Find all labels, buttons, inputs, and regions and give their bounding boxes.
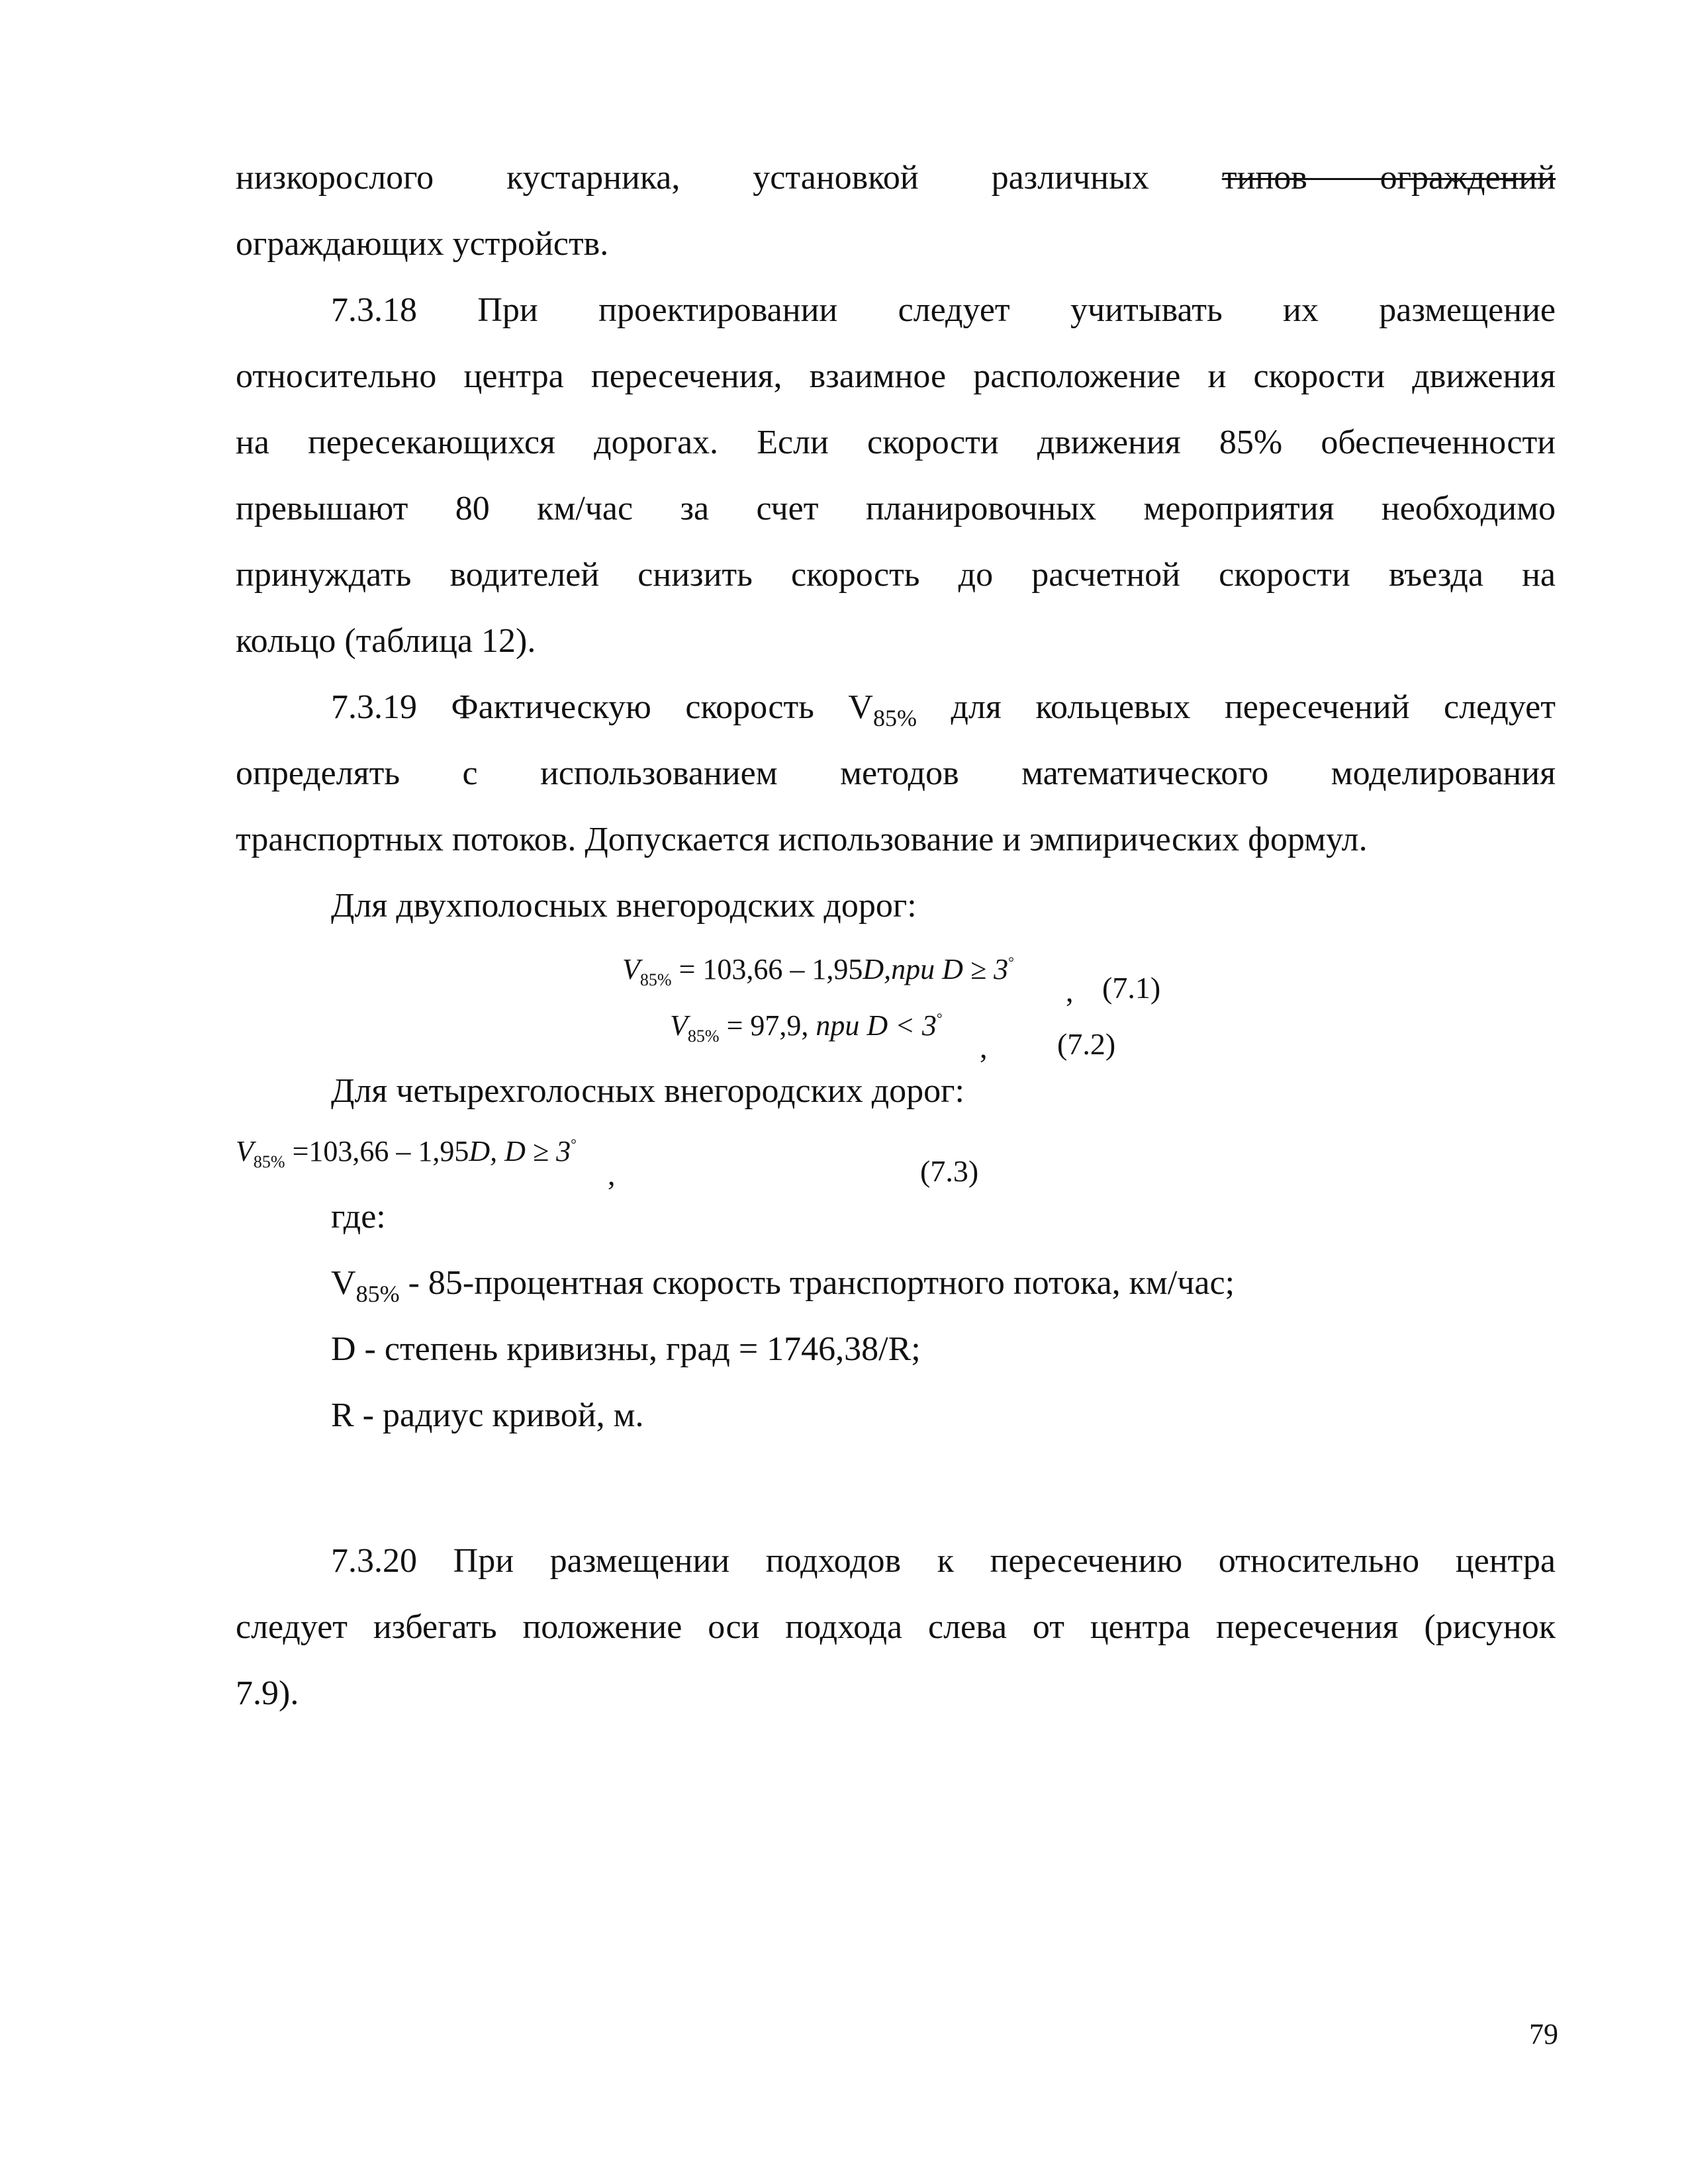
formula-sub: 85% [687,1026,720,1046]
intro-word: низкорослого [236,159,434,197]
intro-line-1 [236,161,1556,195]
struck-text: типов ограждений [1221,159,1556,197]
formula-7-2 [670,1011,943,1045]
subscript: 85% [872,705,917,731]
p20-line: 7.3.20 При размещении подходов к пересечению относительно центра [331,1542,1556,1580]
formula-7-1 [622,955,1014,989]
two-lane-heading: Для двухполосных внегородских дорог: [331,887,917,925]
p20-line: следует избегать положение оси подхода слева от центра пересечения (рисунок [236,1608,1556,1646]
formula-cond: , D ≥ 3 [490,1135,571,1167]
intro-line-2: ограждающих устройств. [236,225,609,263]
degree: ° [571,1136,577,1152]
p18-line: относительно центра пересечения, взаимное расположение и скорости движения [236,357,1556,395]
formula-var: V [622,953,640,985]
p18-line: кольцо (таблица 12). [236,622,536,660]
formula-comma: , [980,1030,988,1064]
formula-var: V [670,1009,688,1042]
def-v85 [331,1266,1235,1306]
p19-line-1 [331,690,1556,730]
def-symbol: V [331,1264,356,1302]
page-number: 79 [1529,2018,1558,2050]
p18-line: на пересекающихся дорогах. Если скорости движения 85% обеспеченности [236,424,1556,461]
formula-body: = 97,9, [719,1009,816,1042]
p18-line: превышают 80 км/час за счет планировочных мероприятия необходимо [236,490,1556,527]
formula-sub: 85% [639,970,672,989]
intro-word: установкой [753,159,919,197]
intro-word: различных [991,159,1149,197]
formula-7-3 [236,1137,577,1171]
formula-cond: ,при D ≥ 3 [884,953,1009,985]
formula-var: D [863,953,884,985]
formula-comma: , [1066,974,1074,1008]
equation-number: (7.2) [1057,1027,1116,1061]
degree: ° [936,1010,943,1026]
p18-line: принуждать водителей снизить скорость до расчетной скорости въезда на [236,556,1556,594]
p19-text: 7.3.19 Фактическую скорость V [331,688,873,726]
subscript: 85% [355,1281,400,1307]
equation-number: (7.3) [920,1154,979,1188]
p19-line-2: определять с использованием методов математического моделирования [236,754,1556,792]
formula-sub: 85% [253,1152,285,1171]
four-lane-heading: Для четырехголосных внегородских дорог: [331,1072,964,1110]
def-d: D - степень кривизны, град = 1746,38/R; [331,1330,921,1368]
equation-number: (7.1) [1102,971,1161,1005]
where-label: где: [331,1198,386,1236]
formula-body: =103,66 – 1,95 [285,1135,469,1167]
p18-line: 7.3.18 При проектировании следует учитывать их размещение [331,291,1556,329]
formula-comma: , [608,1158,616,1191]
p19-text: для кольцевых пересечений следует [916,688,1556,726]
intro-word: кустарника, [506,159,680,197]
p19-line-3: транспортных потоков. Допускается использование и эмпирических формул. [236,821,1368,858]
formula-cond: при D < 3 [816,1009,937,1042]
def-r: R - радиус кривой, м. [331,1396,644,1434]
p20-line: 7.9). [236,1674,299,1712]
formula-body: = 103,66 – 1,95 [671,953,863,985]
degree: ° [1008,954,1014,970]
def-text: - 85-процентная скорость транспортного потока, км/час; [399,1264,1235,1302]
formula-var: V [236,1135,254,1167]
formula-var: D [469,1135,491,1167]
